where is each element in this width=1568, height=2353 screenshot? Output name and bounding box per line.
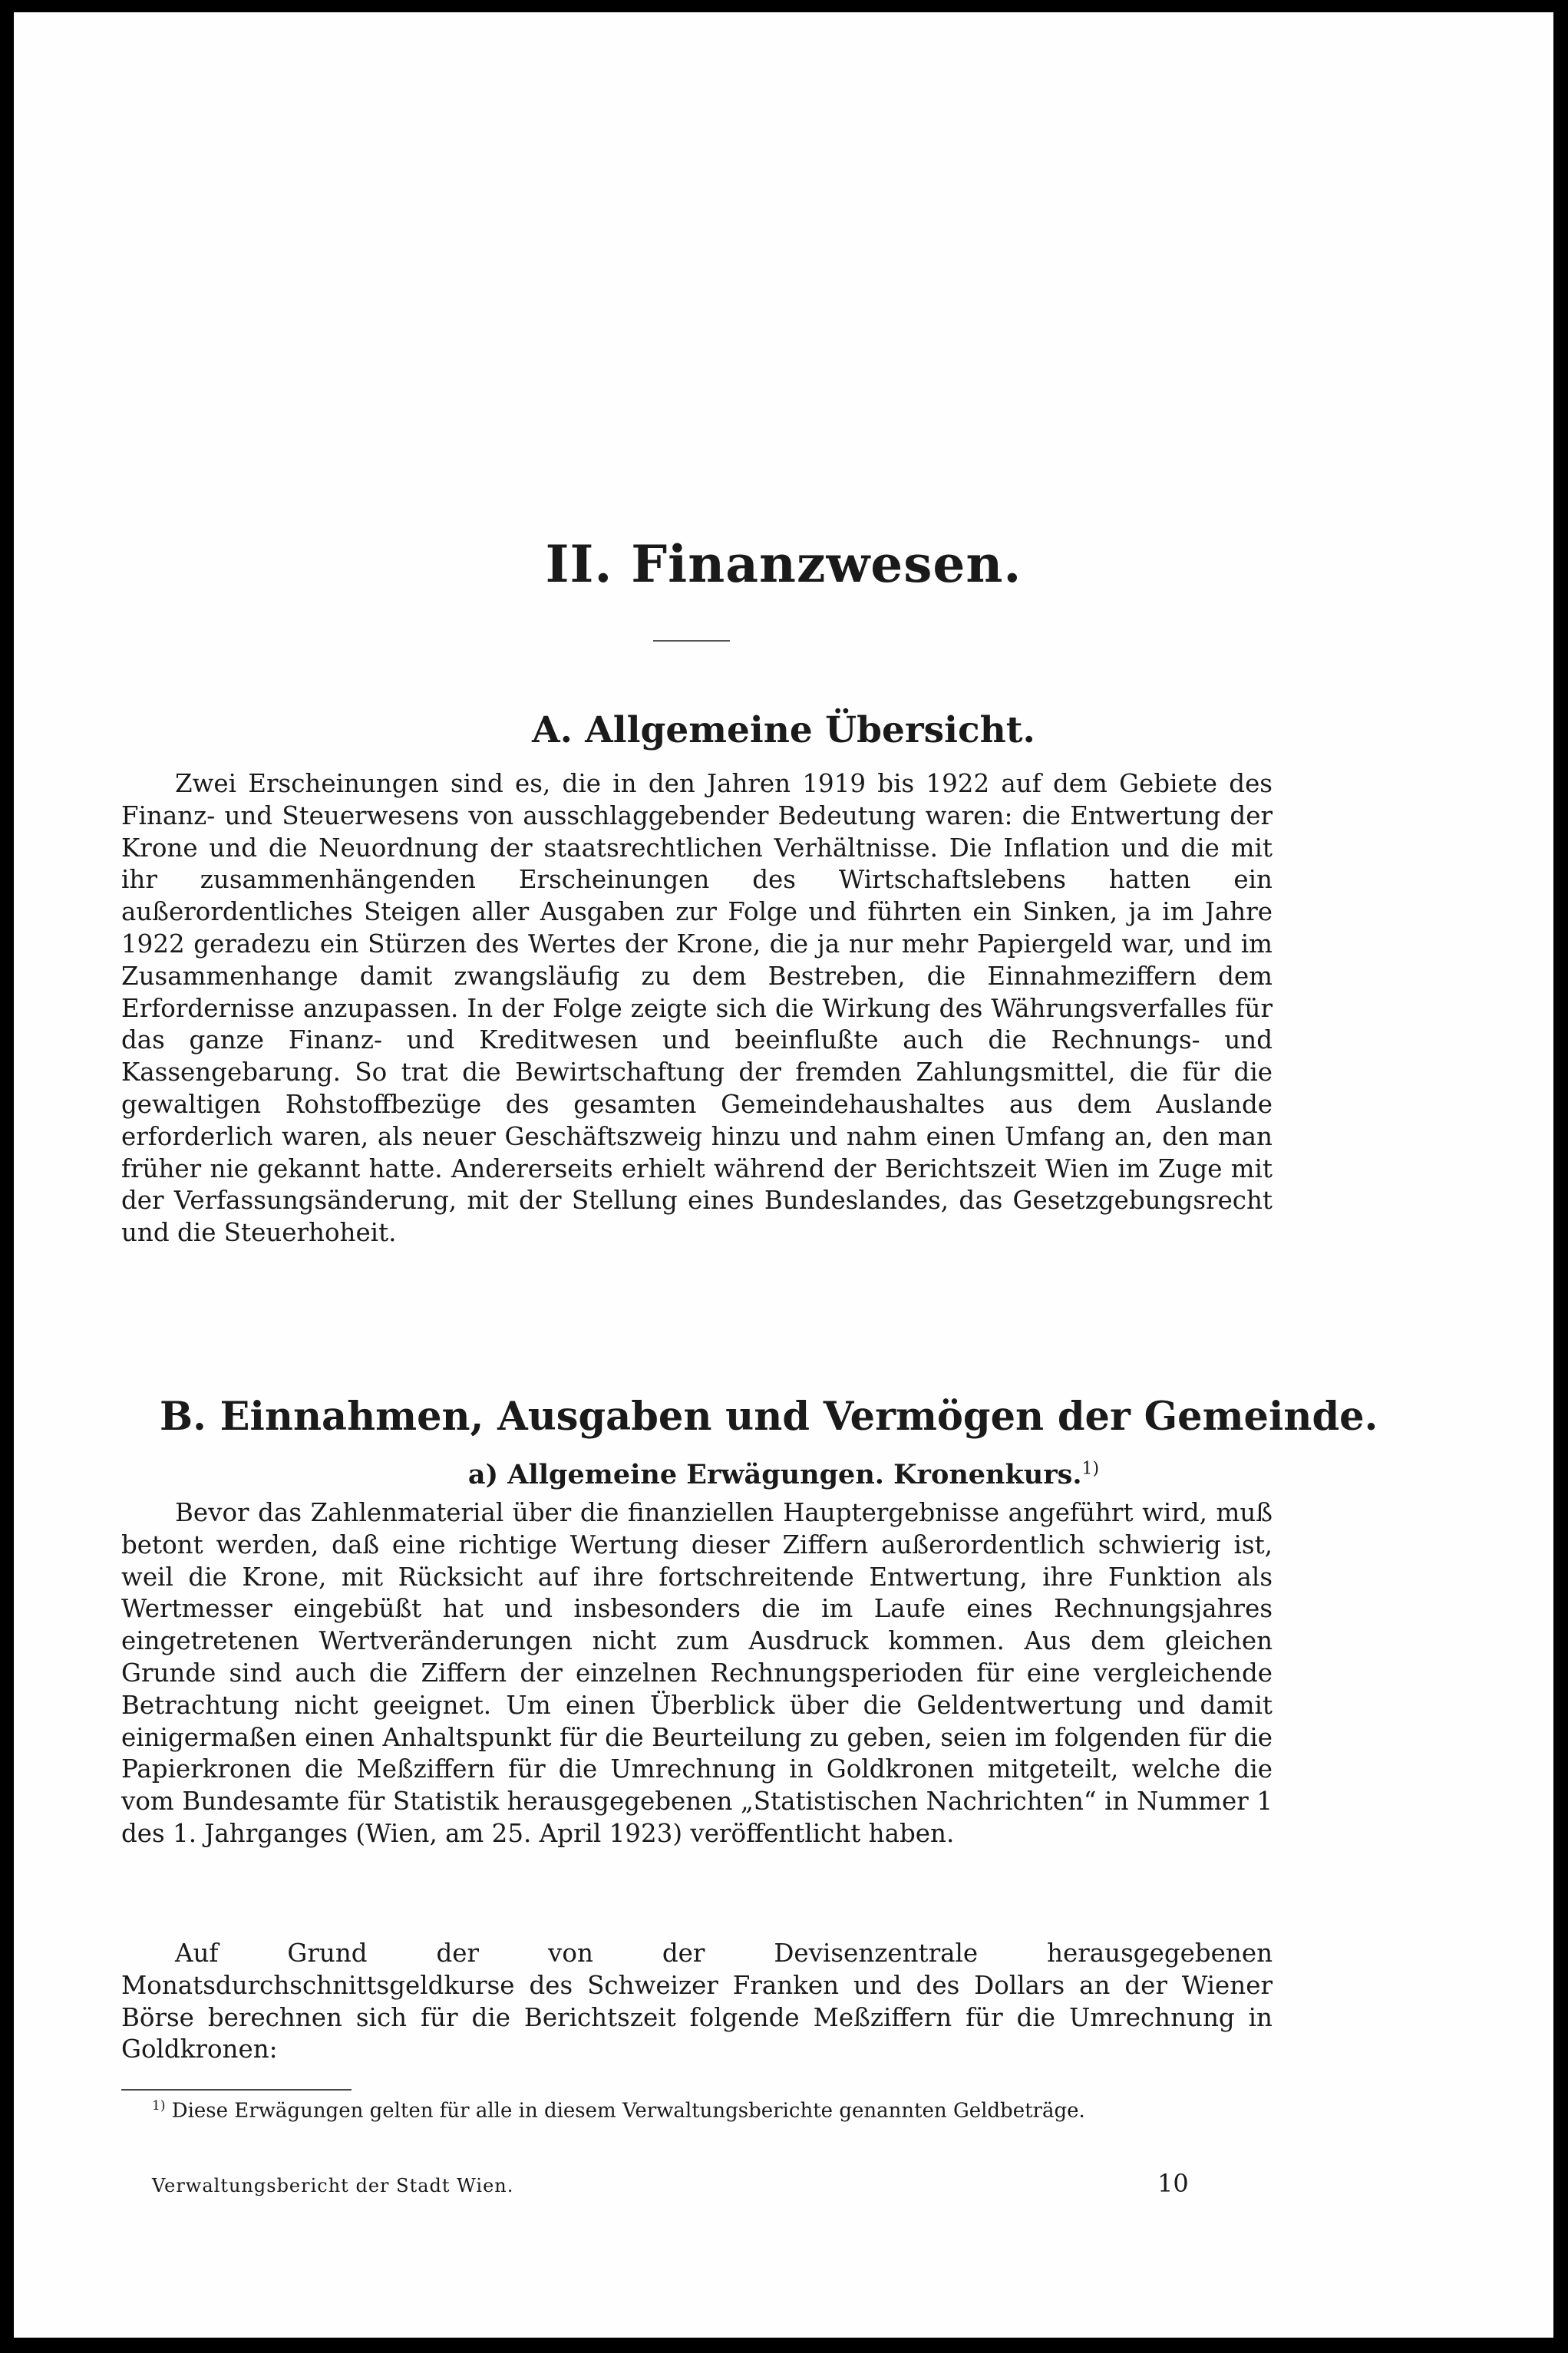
subsection-heading — [14, 1459, 1553, 1490]
footnote-divider — [121, 2089, 352, 2091]
subsection-heading-text: a) Allgemeine Erwägungen. Kronenkurs. — [467, 1459, 1082, 1490]
page-number: 10 — [1157, 2169, 1189, 2198]
section-a-heading: A. Allgemeine Übersicht. — [532, 709, 1035, 751]
document-page — [14, 12, 1553, 2338]
chapter-title: II. Finanzwesen. — [545, 534, 1022, 594]
footnote-reference: 1) — [1081, 1459, 1100, 1479]
title-divider — [653, 640, 730, 642]
running-footer: Verwaltungsbericht der Stadt Wien. — [152, 2175, 514, 2196]
section-b-paragraph-2: Auf Grund der von der Devisenzentrale herausgegebenen Monatsdurchschnittsgeldkurse des Schweizer Franken und des Dollars an der Wiener Börse berechnen sich für die Berichtszeit folgende Meßziffern für die Umrechnung in Goldkronen: — [121, 1939, 1273, 2064]
footnote-mark: 1) — [152, 2098, 166, 2114]
footnote-text: Diese Erwägungen gelten für alle in diesem Verwaltungsberichte genannten Geldbeträge. — [171, 2099, 1085, 2123]
section-b-heading: B. Einnahmen, Ausgaben und Vermögen der Gemeinde. — [160, 1394, 1378, 1440]
section-b-paragraph-1: Bevor das Zahlenmaterial über die finanziellen Hauptergebnisse angeführt wird, muß betont werden, daß eine richtige Wertung dieser Ziffern außerordentlich schwierig ist, weil die Krone, mit Rücksicht auf ihre fortschreitende Entwertung, ihre Funktion als Wertmesser eingebüßt hat und insbesonders die im Laufe eines Rechnungsjahres eingetretenen Wertveränderungen nicht zum Ausdruck kommen. Aus dem gleichen Grunde sind auch die Ziffern der einzelnen Rechnungsperioden für eine vergleichende Betrachtung nicht geeignet. Um einen Überblick über die Geldentwertung und damit einigermaßen einen Anhaltspunkt für die Beurteilung zu geben, seien im folgenden für die Papierkronen die Meßziffern für die Umrechnung in Goldkronen mitgeteilt, welche die vom Bundesamte für Statistik herausgegebenen „Statistischen Nachrichten“ in Nummer 1 des 1. Jahrganges (Wien, am 25. April 1923) veröffentlicht haben. — [121, 1498, 1273, 1848]
footnote — [121, 2094, 1273, 2124]
section-a-paragraph: Zwei Erscheinungen sind es, die in den Jahren 1919 bis 1922 auf dem Gebiete des Finanz- und Steuerwesens von ausschlaggebender Bedeutung waren: die Entwertung der Krone und die Neuordnung der staatsrechtlichen Verhältnisse. Die Inflation und die mit ihr zusammenhängenden Erscheinungen des Wirtschaftslebens hatten ein außerordentliches Steigen aller Ausgaben zur Folge und führten ein Sinken, ja im Jahre 1922 geradezu ein Stürzen des Wertes der Krone, die ja nur mehr Papiergeld war, und im Zusammenhange damit zwangsläufig zu dem Bestreben, die Einnahmeziffern dem Erfordernisse anzupassen. In der Folge zeigte sich die Wirkung des Währungsverfalles für das ganze Finanz- und Kreditwesen und beeinflußte auch die Rechnungs- und Kassengebarung. So trat die Bewirtschaftung der fremden Zahlungsmittel, die für die gewaltigen Rohstoffbezüge des gesamten Gemeindehaushaltes aus dem Auslande erforderlich waren, als neuer Geschäftszweig hinzu und nahm einen Umfang an, den man früher nie gekannt hatte. Andererseits erhielt während der Berichtszeit Wien im Zuge mit der Verfassungsänderung, mit der Stellung eines Bundeslandes, das Gesetzgebungsrecht und die Steuerhoheit. — [121, 769, 1273, 1248]
